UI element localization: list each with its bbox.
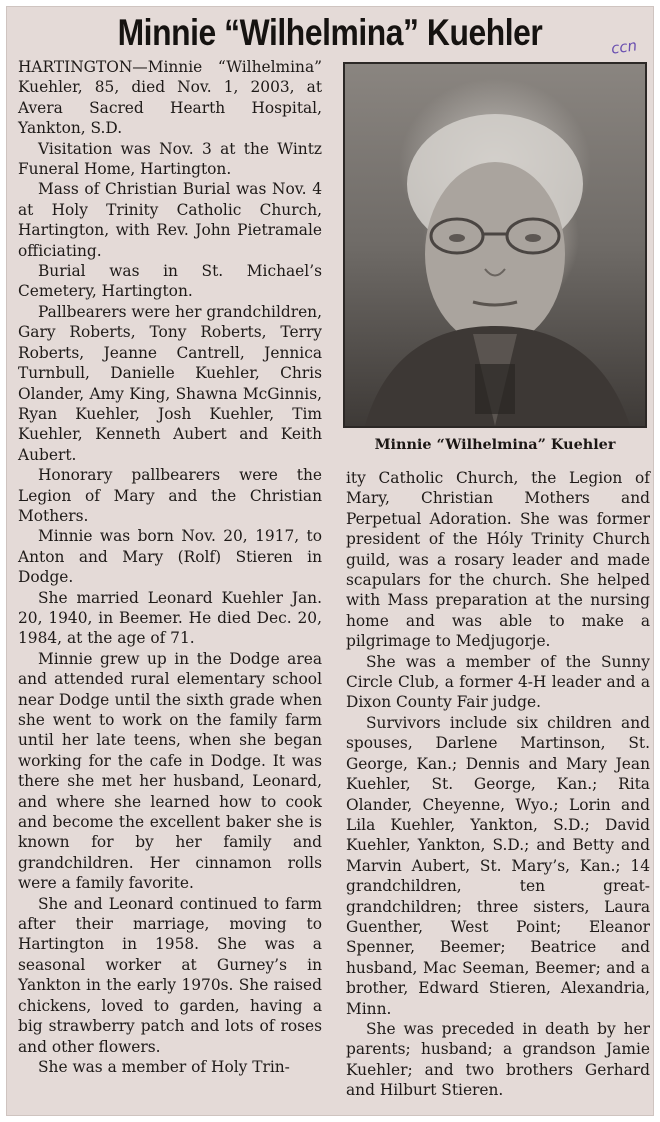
paragraph: She was a member of the Sunny Circle Club, a former 4-H leader and a Dixon County Fair judge. bbox=[346, 652, 650, 712]
paragraph: Pallbearers were her grandchildren, Gary Roberts, Tony Roberts, Terry Roberts, Jeanne Cantrell, Jennica Turnbull, Danielle Kuehler, Chris Olander, Amy King, Shawna McGinnis, Ryan Kuehler, Josh Kuehler, Tim Kuehler, Kenneth Aubert and Keith Aubert. bbox=[18, 302, 322, 464]
portrait-photo bbox=[343, 62, 647, 428]
left-column bbox=[18, 57, 322, 1077]
paragraph: HARTINGTON—Minnie “Wilhelmina” Kuehler, 85, died Nov. 1, 2003, at Avera Sacred Hearth Hospital, Yankton, S.D. bbox=[18, 58, 322, 138]
headline: Minnie “Wilhelmina” Kuehler bbox=[117, 12, 543, 53]
paragraph: Honorary pallbearers were the Legion of Mary and the Christian Mothers. bbox=[18, 466, 322, 525]
handwritten-initials: ccn bbox=[609, 36, 639, 58]
paragraph: Survivors include six children and spouses, Darlene Martinson, St. George, Kan.; Dennis and Mary Jean Kuehler, St. George, Kan.; Rita Olander, Cheyenne, Wyo.; Lorin and Lila Kuehler, Yankton, S.D.; David Kuehler, Yankton, S.D.; and Betty and Marvin Aubert, St. Mary’s, Kan.; 14 grandchildren, ten great-grandchildren; three sisters, Laura Guenther, West Point; Eleanor Spenner, Beemer; Beatrice and husband, Mac Seeman, Beemer; and a brother, Edward Stieren, Alexandria, Minn. bbox=[346, 713, 650, 1018]
paragraph: She married Leonard Kuehler Jan. 20, 1940, in Beemer. He died Dec. 20, 1984, at the age of 71. bbox=[18, 588, 322, 648]
portrait-illustration bbox=[345, 64, 645, 426]
paragraph: She was preceded in death by her parents; husband; a grandson Jamie Kuehler; and two brothers Gerhard and Hilburt Stieren. bbox=[346, 1019, 650, 1100]
paragraph: Minnie was born Nov. 20, 1917, to Anton and Mary (Rolf) Stieren in Dodge. bbox=[18, 527, 322, 587]
paragraph: Minnie grew up in the Dodge area and attended rural elementary school near Dodge until the sixth grade when she went to work on the family farm until her late teens, when she began working for the cafe in Dodge. It was there she met her husband, Leonard, and where she learned how to cook and become the excellent baker she is known for by her family and grandchildren. Her cinnamon rolls were a family favorite. bbox=[18, 649, 322, 893]
paragraph: ity Catholic Church, the Legion of Mary, Christian Mothers and Perpetual Adoration. She was former president of the Hóly Trinity Church guild, was a rosary leader and made scapulars for the church. She helped with Mass preparation at the nursing home and was able to make a pilgrimage to Medjugorje. bbox=[346, 469, 650, 651]
photo-caption: Minnie “Wilhelmina” Kuehler bbox=[374, 436, 616, 453]
paragraph: Mass of Christian Burial was Nov. 4 at Holy Trinity Catholic Church, Hartington, with Rev. John Pietramale officiating. bbox=[18, 180, 322, 260]
paragraph: Burial was in St. Michael’s Cemetery, Hartington. bbox=[18, 262, 322, 301]
right-column bbox=[346, 468, 650, 1101]
paragraph: She was a member of Holy Trin- bbox=[38, 1057, 290, 1076]
paragraph: She and Leonard continued to farm after their marriage, moving to Hartington in 1958. She was a seasonal worker at Gurney’s in Yankton in the early 1970s. She raised chickens, loved to garden, having a big strawberry patch and lots of roses and other flowers. bbox=[18, 894, 322, 1056]
paragraph: Visitation was Nov. 3 at the Wintz Funeral Home, Hartington. bbox=[18, 139, 322, 179]
